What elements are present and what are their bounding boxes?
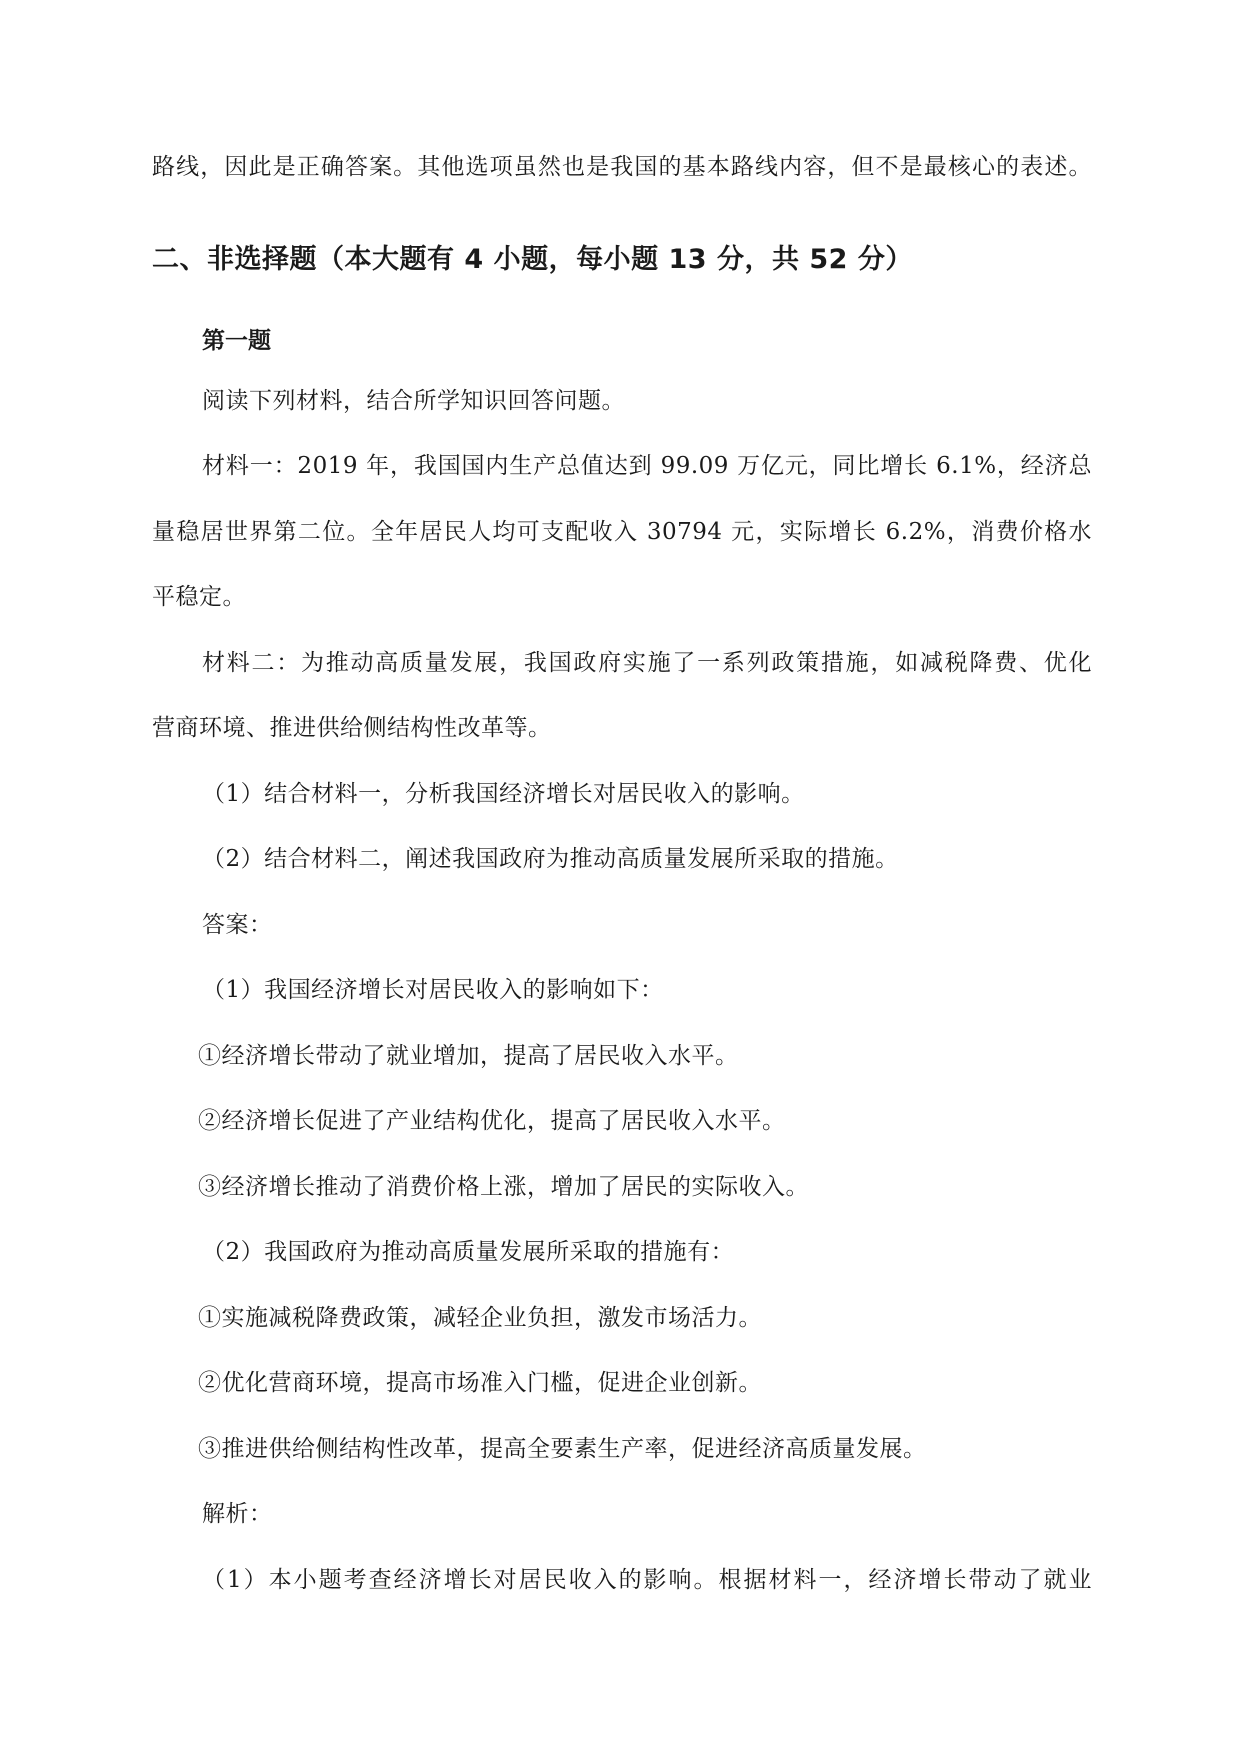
answer-label: 答案： xyxy=(202,912,273,938)
answer-one-item: ③经济增长推动了消费价格上涨，增加了居民的实际收入。 xyxy=(198,1174,809,1200)
analysis-one-line: （1）本小题考查经济增长对居民收入的影响。根据材料一，经济增长带动了就业 xyxy=(202,1567,1092,1593)
material-two-line: 营商环境、推进供给侧结构性改革等。 xyxy=(152,715,552,741)
instruction-text: 阅读下列材料，结合所学知识回答问题。 xyxy=(202,388,625,414)
answer-one-item: ①经济增长带动了就业增加，提高了居民收入水平。 xyxy=(198,1043,739,1069)
material-one-line: 材料一：2019 年，我国国内生产总值达到 99.09 万亿元，同比增长 6.1%，经济总 xyxy=(202,453,1092,479)
section-heading: 二、非选择题（本大题有 4 小题，每小题 13 分，共 52 分） xyxy=(152,244,913,275)
analysis-label: 解析： xyxy=(202,1501,273,1527)
material-one-line: 平稳定。 xyxy=(152,584,246,610)
answer-two-intro: （2）我国政府为推动高质量发展所采取的措施有： xyxy=(202,1239,735,1265)
answer-two-item: ①实施减税降费政策，减轻企业负担，激发市场活力。 xyxy=(198,1305,762,1331)
question-two: （2）结合材料二，阐述我国政府为推动高质量发展所采取的措施。 xyxy=(202,846,899,872)
question-title: 第一题 xyxy=(202,328,271,354)
answer-one-item: ②经济增长促进了产业结构优化，提高了居民收入水平。 xyxy=(198,1108,786,1134)
answer-two-item: ②优化营商环境，提高市场准入门槛，促进企业创新。 xyxy=(198,1370,762,1396)
answer-one-intro: （1）我国经济增长对居民收入的影响如下： xyxy=(202,977,664,1003)
material-two-line: 材料二：为推动高质量发展，我国政府实施了一系列政策措施，如减税降费、优化 xyxy=(202,650,1092,676)
paragraph-continuation: 路线，因此是正确答案。其他选项虽然也是我国的基本路线内容，但不是最核心的表述。 xyxy=(152,154,1092,180)
material-one-line: 量稳居世界第二位。全年居民人均可支配收入 30794 元，实际增长 6.2%，消费价格水 xyxy=(152,519,1092,545)
question-one: （1）结合材料一，分析我国经济增长对居民收入的影响。 xyxy=(202,781,805,807)
answer-two-item: ③推进供给侧结构性改革，提高全要素生产率，促进经济高质量发展。 xyxy=(198,1436,927,1462)
